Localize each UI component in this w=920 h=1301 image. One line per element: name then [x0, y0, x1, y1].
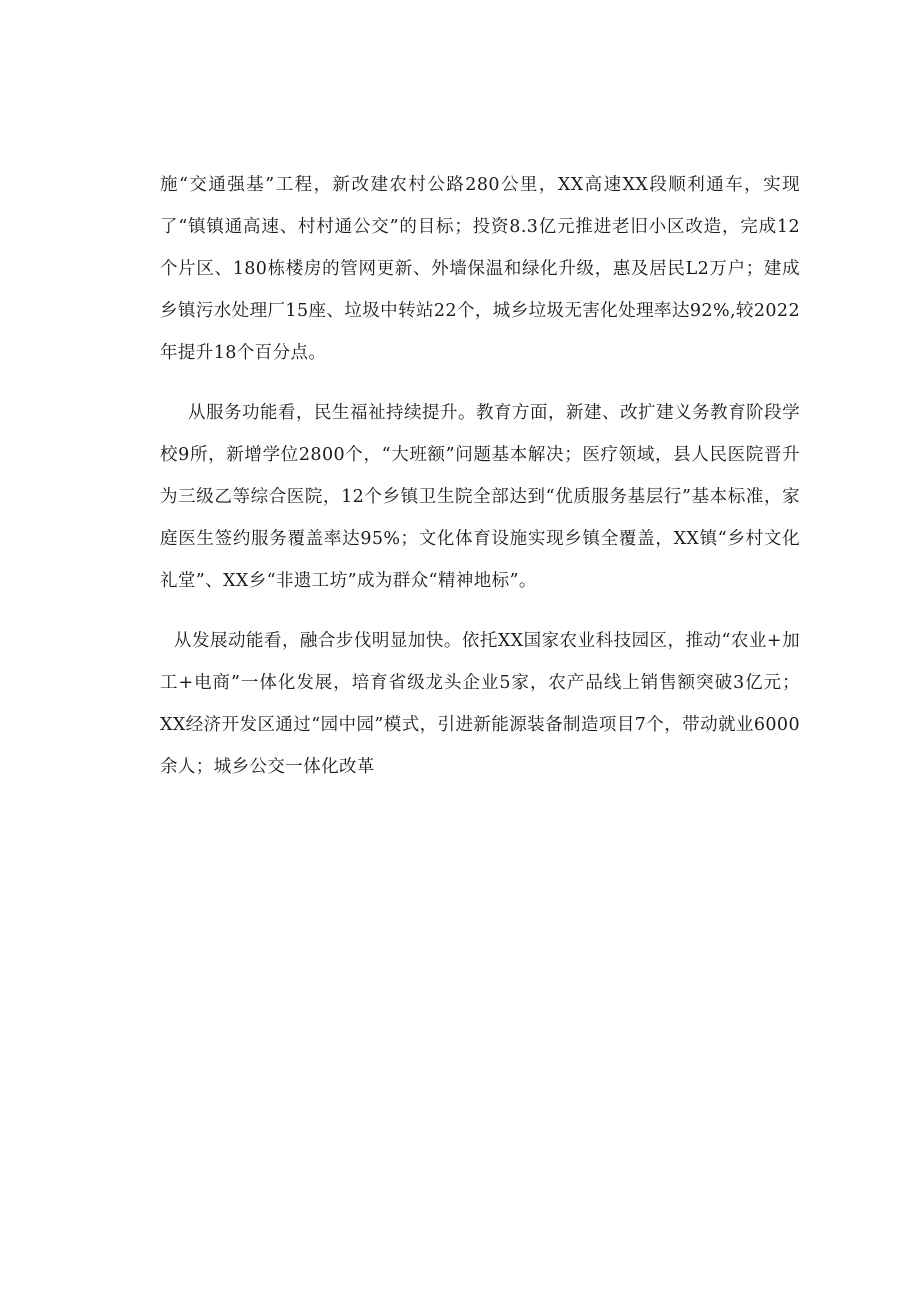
document-body — [160, 164, 800, 788]
paragraph-services: 从服务功能看，民生福祉持续提升。教育方面，新建、改扩建义务教育阶段学校9所，新增学位2800个，“大班额”问题基本解决；医疗领域，县人民医院晋升为三级乙等综合医院，12个乡镇卫生院全部达到“优质服务基层行”基本标准，家庭医生签约服务覆盖率达95%；文化体育设施实现乡镇全覆盖，XX镇“乡村文化礼堂”、XX乡“非遗工坊”成为群众“精神地标”。 — [160, 403, 800, 591]
paragraph-development: 从发展动能看，融合步伐明显加快。依托XX国家农业科技园区，推动“农业+加工+电商”一体化发展，培育省级龙头企业5家，农产品线上销售额突破3亿元；XX经济开发区通过“园中园”模式，引进新能源装备制造项目7个，带动就业6000余人；城乡公交一体化改革 — [160, 631, 800, 777]
paragraph-infrastructure: 施“交通强基”工程，新改建农村公路280公里，XX高速XX段顺利通车，实现了“镇镇通高速、村村通公交”的目标；投资8.3亿元推进老旧小区改造，完成12个片区、180栋楼房的管网更新、外墙保温和绿化升级，惠及居民L2万户；建成乡镇污水处理厂15座、垃圾中转站22个，城乡垃圾无害化处理率达92%,较2022年提升18个百分点。 — [160, 175, 800, 363]
